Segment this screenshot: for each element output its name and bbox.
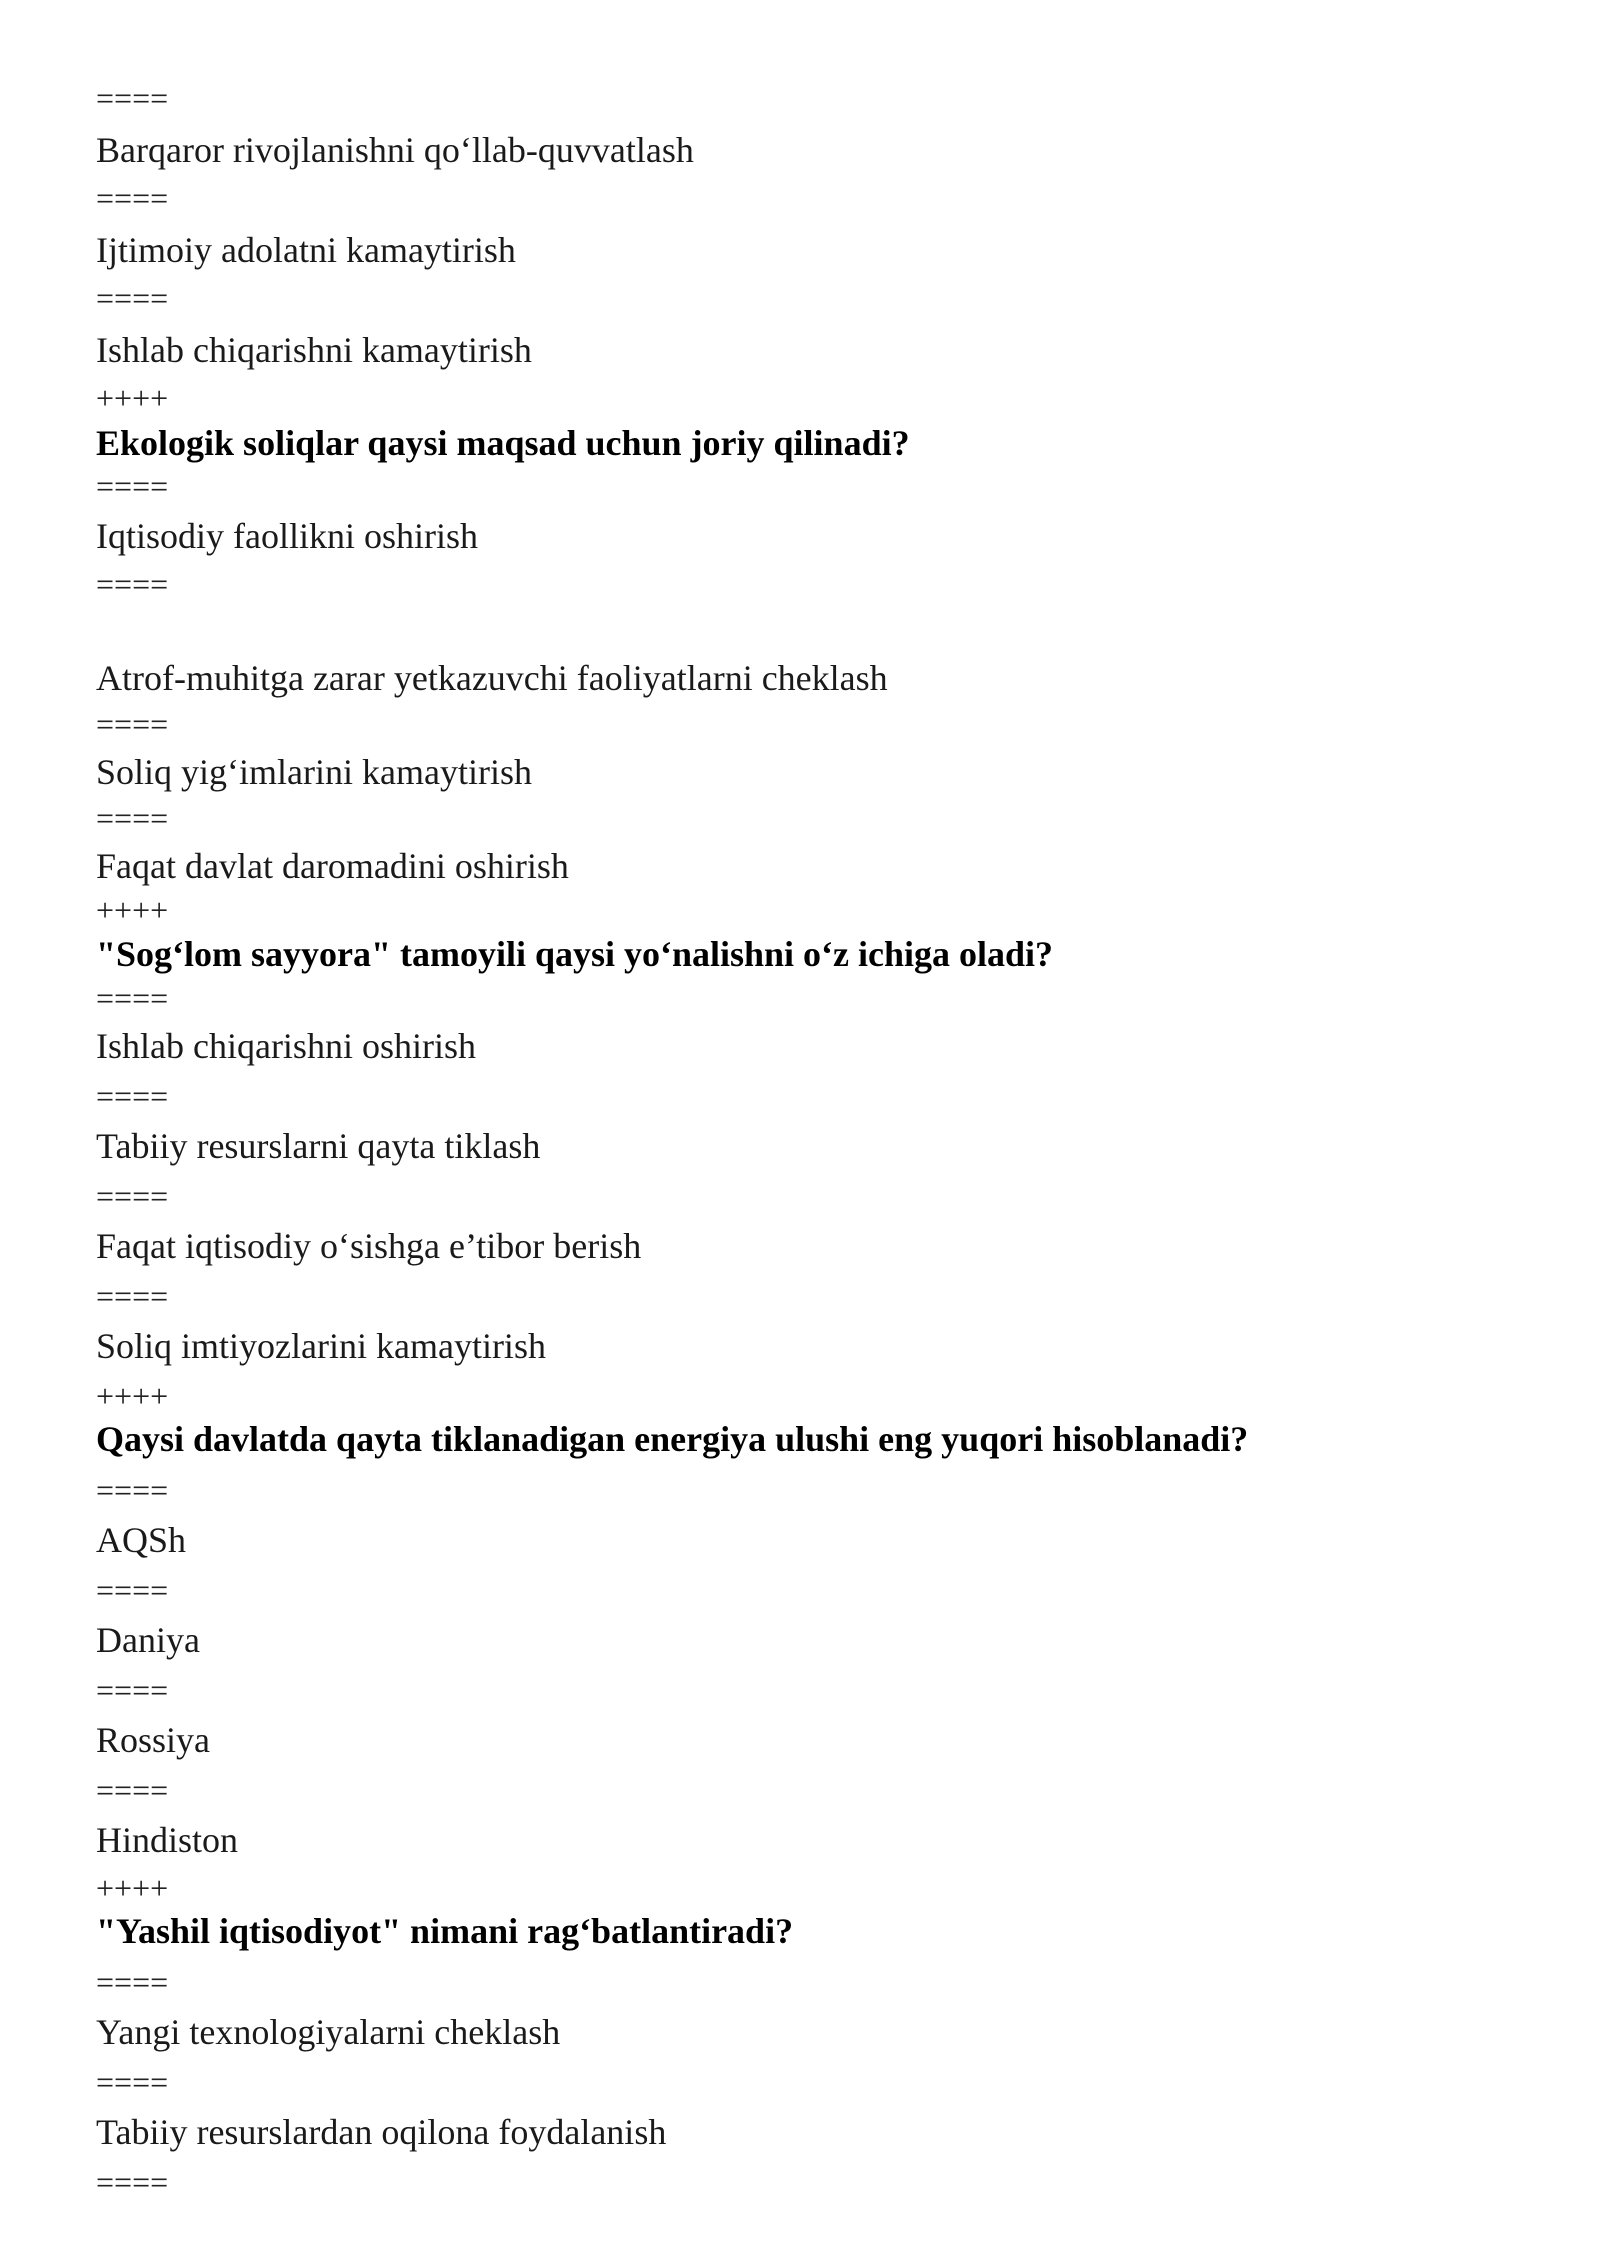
separator: ==== [96, 468, 169, 504]
answer-option: Iqtisodiy faollikni oshirish [96, 516, 478, 556]
question-text: "Yashil iqtisodiyot" nimani rag‘batlantiradi? [96, 1911, 794, 1951]
question-marker: ++++ [96, 380, 169, 416]
answer-option: Ishlab chiqarishni oshirish [96, 1026, 476, 1066]
separator: ==== [96, 800, 169, 836]
separator: ==== [96, 2064, 169, 2100]
answer-option: Tabiiy resurslarni qayta tiklash [96, 1126, 541, 1166]
question-text: Ekologik soliqlar qaysi maqsad uchun joriy qilinadi? [96, 423, 910, 463]
separator: ==== [96, 1572, 169, 1608]
question-marker: ++++ [96, 1870, 169, 1906]
answer-option: Soliq yig‘imlarini kamaytirish [96, 752, 532, 792]
separator: ==== [96, 1672, 169, 1708]
answer-option: Hindiston [96, 1820, 239, 1860]
answer-option: Ishlab chiqarishni kamaytirish [96, 330, 532, 370]
answer-option: Barqaror rivojlanishni qo‘llab-quvvatlash [96, 130, 694, 170]
separator: ==== [96, 1278, 169, 1314]
answer-option: Faqat iqtisodiy o‘sishga e’tibor berish [96, 1226, 642, 1266]
answer-option: Daniya [96, 1620, 200, 1660]
separator: ==== [96, 980, 169, 1016]
answer-option: Faqat davlat daromadini oshirish [96, 846, 569, 886]
answer-option: Rossiya [96, 1720, 211, 1760]
separator: ==== [96, 1178, 169, 1214]
answer-option: Atrof-muhitga zarar yetkazuvchi faoliyatlarni cheklash [96, 658, 888, 698]
separator: ==== [96, 2164, 169, 2200]
separator: ==== [96, 706, 169, 742]
question-text: "Sog‘lom sayyora" tamoyili qaysi yo‘nalishni o‘z ichiga oladi? [96, 934, 1054, 974]
question-marker: ++++ [96, 892, 169, 928]
separator: ==== [96, 180, 169, 216]
separator: ==== [96, 280, 169, 316]
answer-option: Yangi texnologiyalarni cheklash [96, 2012, 561, 2052]
answer-option: Tabiiy resurslardan oqilona foydalanish [96, 2112, 667, 2152]
separator: ==== [96, 80, 169, 116]
question-marker: ++++ [96, 1378, 169, 1414]
answer-option: Ijtimoiy adolatni kamaytirish [96, 230, 516, 270]
answer-option: Soliq imtiyozlarini kamaytirish [96, 1326, 546, 1366]
separator: ==== [96, 1472, 169, 1508]
separator: ==== [96, 1772, 169, 1808]
answer-option: AQSh [96, 1520, 187, 1560]
separator: ==== [96, 566, 169, 602]
separator: ==== [96, 1964, 169, 2000]
separator: ==== [96, 1078, 169, 1114]
question-text: Qaysi davlatda qayta tiklanadigan energiya ulushi eng yuqori hisoblanadi? [96, 1419, 1249, 1459]
